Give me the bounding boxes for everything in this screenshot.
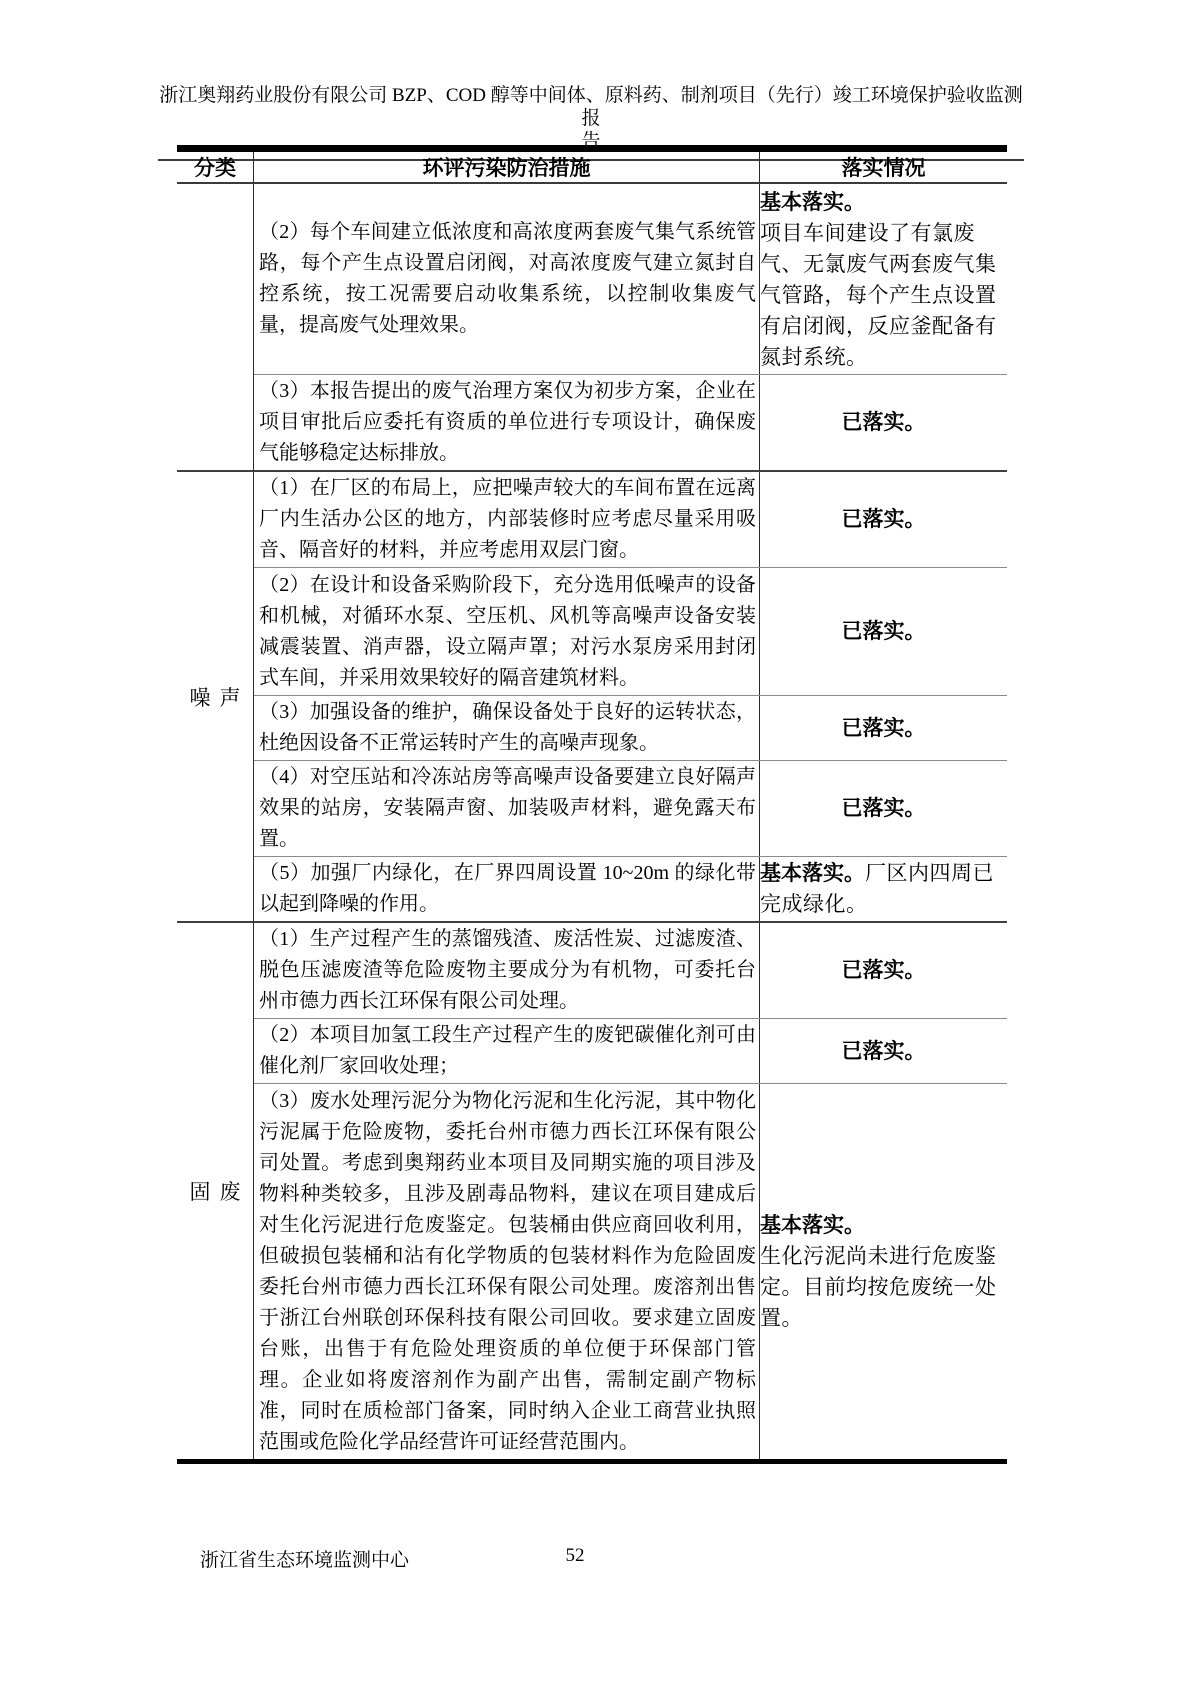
status-detail: 厂区内四周已完成绿化。 [760,861,994,916]
table-row [254,923,1007,1019]
status-cell: 已落实。 [841,1038,926,1063]
page-number: 52 [565,1545,585,1566]
table-section-noise [177,472,1007,923]
measure-cell [254,696,760,760]
column-header-measure: 环评污染防治措施 [254,152,760,182]
status-label: 基本落实。 [760,190,865,214]
table-row [254,375,1007,470]
table-row [254,696,1007,761]
measure-text: （1）在厂区的布局上，应把噪声较大的车间布置在远离厂内生活办公区的地方，内部装修时应考虑尽量采用吸音、隔音好的材料，并应考虑用双层门窗。 [259,477,756,561]
document-title-line2: 告 [581,131,601,152]
status-cell: 已落实。 [841,410,926,434]
measure-text: （1）生产过程产生的蒸馏残渣、废活性炭、过滤废渣、脱色压滤废渣等危险废物主要成分为有机物，可委托台州市德力西长江环保有限公司处理。 [259,928,756,1012]
measure-cell [254,184,760,374]
status-cell: 已落实。 [841,796,926,820]
measure-text: （4）对空压站和冷冻站房等高噪声设备要建立良好隔声效果的站房，安装隔声窗、加装吸声材料，避免露天布置。 [259,766,756,850]
document-title-line1: 浙江奥翔药业股份有限公司 BZP、COD 醇等中间体、原料药、制剂项目（先行）竣工环境保护验收监测报 [159,85,1023,129]
status-text [760,858,1007,920]
status-cell [760,1084,1007,1459]
measures-table [177,145,1007,1464]
measure-cell [254,857,760,921]
status-label: 基本落实。 [760,861,865,885]
status-detail: 生化污泥尚未进行危废鉴定。目前均按危废统一处置。 [760,1243,997,1330]
measure-cell [254,1084,760,1459]
table-row [254,184,1007,375]
footer-organization: 浙江省生态环境监测中心 [200,1550,410,1571]
measure-cell [254,761,760,856]
table-row [254,568,1007,696]
status-cell: 已落实。 [841,715,926,740]
measure-text: （2）每个车间建立低浓度和高浓度两套废气集气系统管路，每个产生点设置启闭阀，对高浓度废气建立氮封自控系统，按工况需要启动收集系统，以控制收集废气量，提高废气处理效果。 [259,221,756,336]
status-cell: 已落实。 [841,619,926,643]
table-row [254,472,1007,568]
measure-cell [254,923,760,1018]
status-cell: 已落实。 [841,958,926,982]
table-row [254,761,1007,857]
status-cell: 已落实。 [841,507,926,531]
status-cell [760,184,1007,374]
measure-cell [254,568,760,695]
status-label: 基本落实。 [760,1212,865,1237]
status-detail: 项目车间建设了有氯废气、无氯废气两套废气集气管路，每个产生点设置有启闭阀，反应釜配备有氮封系统。 [760,221,997,369]
section-category-label: 固废 [177,923,254,1459]
table-row [254,857,1007,921]
measure-text: （3）本报告提出的废气治理方案仅为初步方案，企业在项目审批后应委托有资质的单位进行专项设计，确保废气能够稳定达标排放。 [259,380,756,464]
table-row [254,1019,1007,1084]
measure-text: （2）本项目加氢工段生产过程产生的废钯碳催化剂可由催化剂厂家回收处理； [259,1024,756,1077]
measure-cell [254,472,760,567]
column-header-status: 落实情况 [841,156,926,180]
measure-text: （2）在设计和设备采购阶段下，充分选用低噪声的设备和机械，对循环水泵、空压机、风机等高噪声设备安装减震装置、消声器，设立隔声罩；对污水泵房采用封闭式车间，并采用效果较好的隔音建筑材料。 [259,573,756,689]
section-category-label [177,184,254,470]
measure-cell [254,1019,760,1083]
table-row [254,1084,1007,1459]
measure-text: （3）废水处理污泥分为物化污泥和生化污泥，其中物化污泥属于危险废物，委托台州市德力西长江环保有限公司处置。考虑到奥翔药业本项目及同期实施的项目涉及物料种类较多，且涉及剧毒品物料，建议在项目建成后对生化污泥进行危废鉴定。包装桶由供应商回收利用，但破损包装桶和沾有化学物质的包装材料作为危险固废委托台州市德力西长江环保有限公司处理。废溶剂出售于浙江台州联创环保科技有限公司回收。要求建立固废台账，出售于有危险处理资质的单位便于环保部门管理。企业如将废溶剂作为副产出售，需制定副产物标准，同时在质检部门备案，同时纳入企业工商营业执照范围或危险化学品经营许可证经营范围内。 [259,1089,756,1453]
section-category-label: 噪声 [177,472,254,921]
measure-text: （3）加强设备的维护，确保设备处于良好的运转状态，杜绝因设备不正常运转时产生的高噪声现象。 [259,701,756,754]
measure-text: （5）加强厂内绿化，在厂界四周设置 10~20m 的绿化带以起到降噪的作用。 [259,862,756,915]
status-cell [760,857,1007,921]
column-header-category: 分类 [177,152,254,182]
table-section-solid-waste [177,923,1007,1459]
measure-cell [254,375,760,470]
table-section-gas [177,184,1007,472]
table-header-row [177,152,1007,184]
